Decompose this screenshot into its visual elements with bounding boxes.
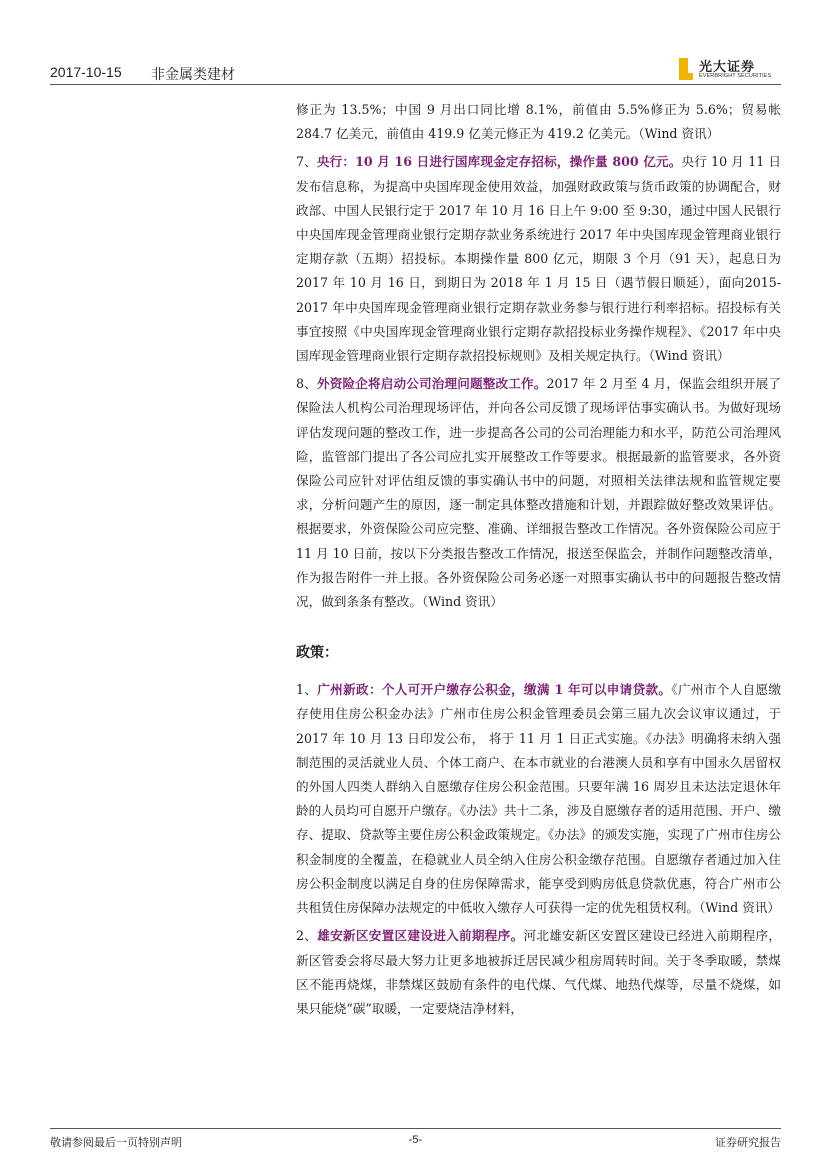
item-headline: 广州新政：个人可开户缴存公积金，缴满 1 年可以申请贷款。 xyxy=(317,682,672,698)
paragraph-text: 修正为 13.5%；中国 9 月出口同比增 8.1%，前值由 5.5%修正为 5.6%；贸易帐 284.7 亿美元，前值由 419.9 亿美元修正为 419.2 亿美元。（Wind 资讯） xyxy=(296,102,781,142)
page-footer xyxy=(50,1134,781,1152)
item-headline: 央行：10 月 16 日进行国库现金定存招标，操作量 800 亿元。 xyxy=(316,154,682,170)
report-type: 证券研究报告 xyxy=(715,1136,781,1149)
item-number: 8、 xyxy=(296,376,317,392)
company-logo xyxy=(679,56,781,86)
logo-text-en: EVERBRIGHT SECURITIES xyxy=(699,73,772,79)
article-body xyxy=(296,98,781,1025)
item-number: 2、 xyxy=(296,928,318,944)
page-header xyxy=(50,56,781,84)
item-number: 7、 xyxy=(296,154,317,170)
paragraph-text: 央行 10 月 11 日发布信息称，为提高中央国库现金使用效益，加强财政政策与货币政策的协调配合，财政部、中国人民银行定于 2017 年 10 月 16 日上午 9:00 至 9:30，通过中国人民银行中央国库现金管理商业银行定期存款业务系统进行 2017 年中央国库现金管理商业银行定期存款（五期）招投标。本期操作量 800 亿元，期限 3 个月（91 天），起息日为 2017 年 10 月 16 日，到期日为 2018 年 1 月 15 日（遇节假日顺延），面向2015-2017 年中央国库现金管理商业银行定期存款业务参与银行进行利率招标。招投标有关事宜按照《中央国库现金管理商业银行定期存款招投标业务操作规程》、《2017 年中央国库现金管理商业银行定期存款招投标规则》及相关规定执行。（Wind 资讯） xyxy=(296,154,781,364)
page-number: -5- xyxy=(408,1134,423,1146)
logo-text-cn: 光大证券 xyxy=(699,60,756,75)
paragraph-text: 2017 年 2 月至 4 月，保监会组织开展了保险法人机构公司治理现场评估，并向各公司反馈了现场评估事实确认书。为做好现场评估发现问题的整改工作，进一步提高各公司的公司治理能力和水平，防范公司治理风险，监管部门提出了各公司应扎实开展整改工作等要求。根据最新的监管要求，各外资保险公司应针对评估组反馈的事实确认书中的问题，对照相关法律法规和监管规定要求，分析问题产生的原因，逐一制定具体整改措施和计划，并跟踪做好整改效果评估。根据要求，外资保险公司应完整、准确、详细报告整改工作情况。各外资保险公司应于 11 月 10 日前，按以下分类报告整改工作情况，报送至保监会，并制作问题整改清单，作为报告附件一并上报。各外资保险公司务必逐一对照事实确认书中的问题报告整改情况，做到条条有整改。（Wind 资讯） xyxy=(296,376,782,610)
paragraph-text: 河北雄安新区安置区建设已经进入前期程序，新区管委会将尽最大努力让更多地被拆迁居民减少租房周转时间。关于冬季取暖，禁煤区不能再烧煤，非禁煤区鼓励有条件的电代煤、气代煤、地热代煤等，尽量不烧煤，如果只能烧“碳”取暖，一定要烧洁净材料， xyxy=(296,928,782,1016)
header-divider xyxy=(50,84,781,85)
item-headline: 雄安新区安置区建设进入前期程序。 xyxy=(317,928,524,944)
item-headline: 外资险企将启动公司治理问题整改工作。 xyxy=(316,376,547,392)
paragraph-text: 《广州市个人自愿缴存使用住房公积金办法》广州市住房公积金管理委员会第三届九次会议审议通过，于 2017 年 10 月 13 日印发公布， 将于 11 月 1 日正式实施。《办法》明确将未纳入强制范围的灵活就业人员、个体工商户、在本市就业的台港澳人员和享有中国永久居留权的外国人四类人群纳入自愿缴存住房公积金范围。只要年满 16 周岁且未达法定退休年龄的人员均可自愿开户缴存。《办法》共十二条，涉及自愿缴存者的适用范围、开户、缴存、提取、贷款等主要住房公积金政策规定。《办法》的颁发实施，实现了广州市住房公积金制度的全覆盖，在稳就业人员全纳入住房公积金缴存范围。自愿缴存者通过加入住房公积金制度以满足自身的住房保障需求，能享受到购房低息贷款优惠，符合广州市公共租赁住房保障办法规定的中低收入缴存人可获得一定的优先租赁权利。（Wind 资讯） xyxy=(296,682,781,916)
policy-item-1 xyxy=(296,678,781,920)
report-category: 非金属类建材 xyxy=(151,67,235,83)
footer-divider xyxy=(50,1128,781,1129)
item-number: 1、 xyxy=(296,682,318,698)
news-item-8 xyxy=(296,372,781,614)
disclaimer-note: 敬请参阅最后一页特别声明 xyxy=(50,1136,182,1149)
policy-item-2 xyxy=(296,924,781,1021)
report-date: 2017-10-15 xyxy=(50,64,122,80)
section-title-policy: 政策： xyxy=(296,645,338,662)
paragraph-continued xyxy=(296,98,781,146)
news-item-7 xyxy=(296,150,781,368)
logo-mark-icon xyxy=(679,58,693,80)
